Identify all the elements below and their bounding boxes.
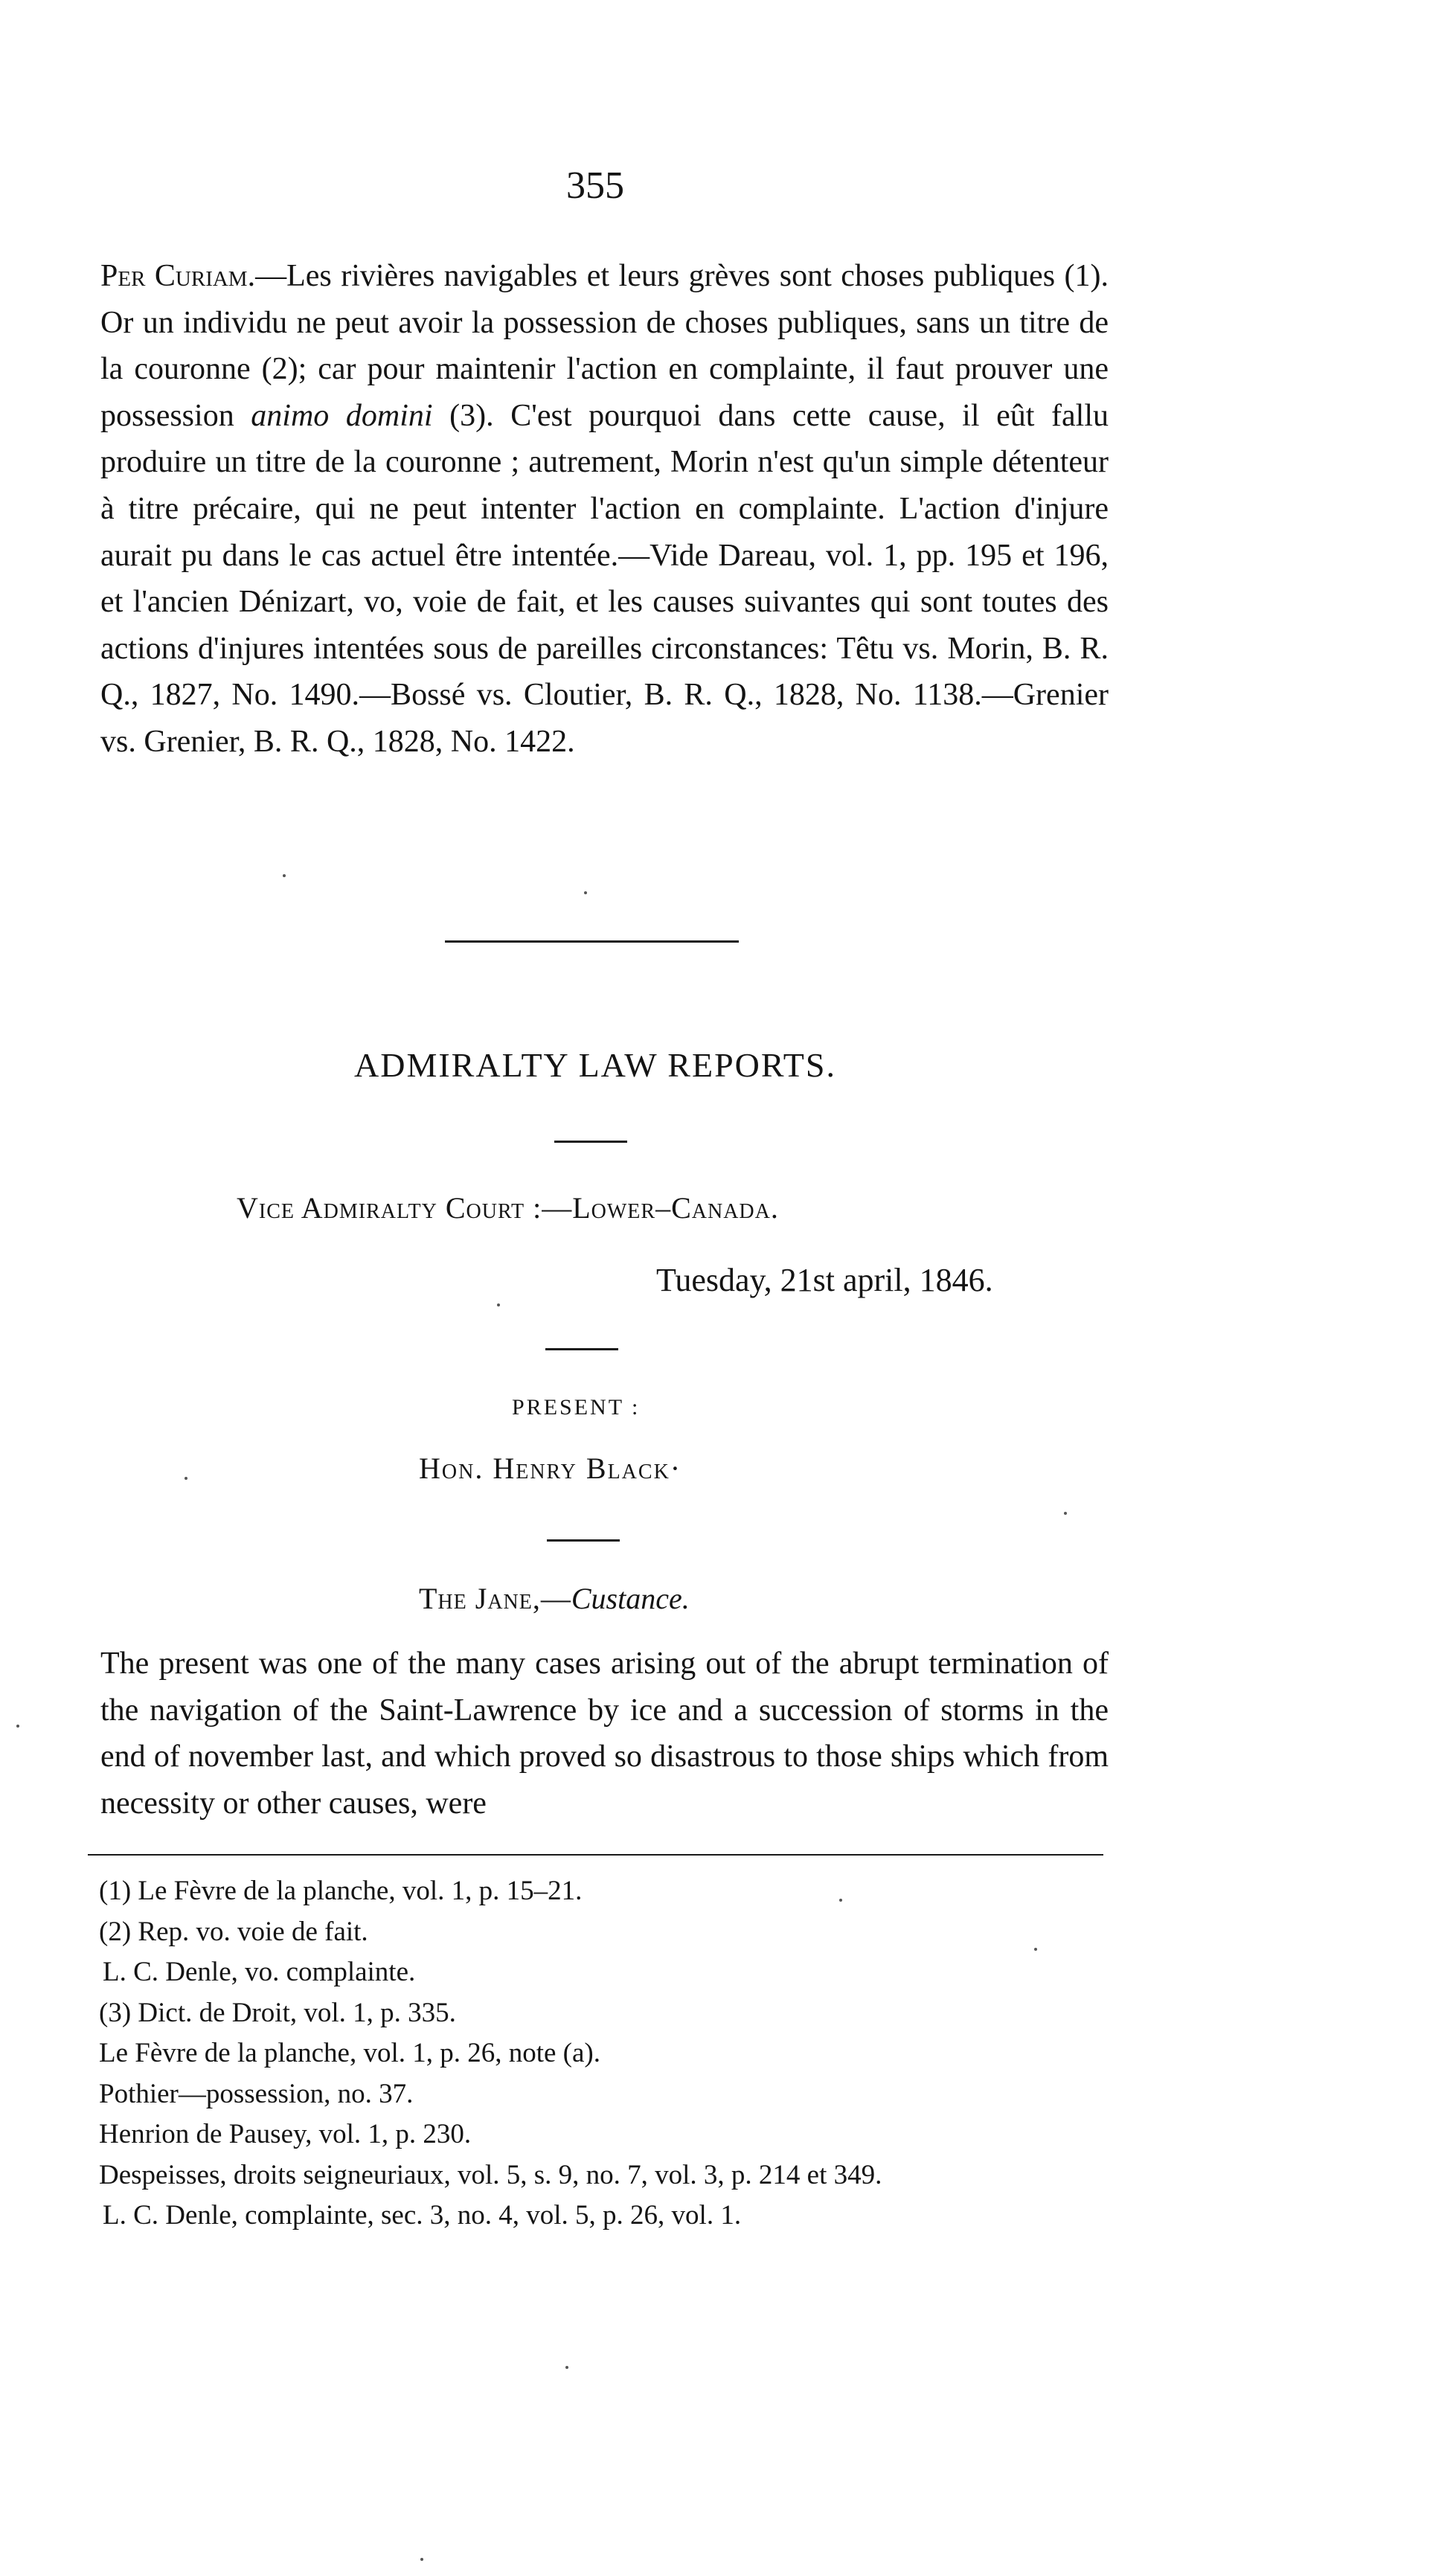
opening-paragraph	[100, 253, 1109, 766]
case-paragraph: The present was one of the many cases arising out of the abrupt termination of the navigation of the Saint-Lawrence by ice and a succession of storms in the end of november last, and which proved so disastrous to those ships which from necessity or other causes, were	[100, 1646, 1109, 1821]
footnotes	[88, 1871, 1115, 2236]
date-rule	[545, 1348, 618, 1350]
judge-name: Hon. Henry Black·	[419, 1452, 682, 1485]
opening-italic: animo domini	[251, 398, 433, 433]
case-party: Custance.	[571, 1582, 690, 1615]
section-title: ADMIRALTY LAW REPORTS.	[354, 1046, 836, 1084]
footnote-line: Le Fèvre de la planche, vol. 1, p. 26, note (a).	[99, 2038, 600, 2068]
footnote-line: L. C. Denle, vo. complainte.	[103, 1957, 416, 1987]
footnote-line: Pothier—possession, no. 37.	[99, 2078, 414, 2109]
footnote-line: Despeisses, droits seigneuriaux, vol. 5, s. 9, no. 7, vol. 3, p. 214 et 349.	[99, 2159, 882, 2190]
court-heading	[237, 1190, 779, 1225]
per-curiam-label: Per Curiam.	[100, 259, 256, 293]
session-date: Tuesday, 21st april, 1846.	[656, 1262, 993, 1298]
footnote-line: (1) Le Fèvre de la planche, vol. 1, p. 15–21.	[99, 1876, 583, 1906]
scan-speck	[1034, 1948, 1037, 1951]
scan-speck	[283, 874, 286, 877]
judge-rule	[547, 1539, 620, 1542]
footnote-line: L. C. Denle, complainte, sec. 3, no. 4, vol. 5, p. 26, vol. 1.	[103, 2200, 742, 2231]
scan-speck	[839, 1899, 842, 1902]
case-title	[419, 1581, 690, 1616]
court-label: Vice Admiralty Court	[237, 1191, 525, 1225]
scan-speck	[1064, 1512, 1067, 1515]
footnote-line: (3) Dict. de Droit, vol. 1, p. 335.	[99, 1997, 456, 2028]
title-rule	[554, 1141, 627, 1143]
page-number: 355	[566, 164, 624, 207]
section-divider	[445, 940, 739, 943]
case-dash: —	[540, 1582, 571, 1615]
court-place: Lower–Canada.	[572, 1191, 779, 1225]
footnote-line: (2) Rep. vo. voie de fait.	[99, 1916, 368, 1947]
scan-speck	[584, 891, 587, 894]
footnote-rule	[88, 1854, 1103, 1856]
opening-text-1: —Les rivières navigables et leurs grèves sont choses publiques (1). Or un individu ne peut avoir la possession de choses publiques, sans un titre de la couronne (2); car pour maintenir l'action en complainte, il faut prouver une possession	[100, 259, 1109, 433]
court-separator: :—	[525, 1191, 573, 1225]
scan-speck	[565, 2366, 568, 2369]
opening-text-2: (3). C'est pourquoi dans cette cause, il eût fallu produire un titre de la couronne ; autrement, Morin n'est qu'un simple détenteur à titre précaire, qui ne peut intenter l'action en complainte. L'action d'injure aurait pu dans le cas actuel être intentée.—Vide Dareau, vol. 1, pp. 195 et 196, et l'ancien Dénizart, vo, voie de fait, et les causes suivantes qui sont toutes des actions d'injures intentées sous de pareilles circonstances: Têtu vs. Morin, B. R. Q., 1827, No. 1490.—Bossé vs. Cloutier, B. R. Q., 1828, No. 1138.—Grenier vs. Grenier, B. R. Q., 1828, No. 1422.	[100, 398, 1109, 759]
scan-speck	[185, 1477, 187, 1480]
footnote-line: Henrion de Pausey, vol. 1, p. 230.	[99, 2119, 472, 2149]
scan-speck	[420, 2558, 423, 2561]
present-label: PRESENT :	[512, 1395, 641, 1420]
case-name: The Jane,	[419, 1582, 541, 1615]
scan-speck	[16, 1725, 19, 1728]
scan-speck	[497, 1303, 500, 1306]
